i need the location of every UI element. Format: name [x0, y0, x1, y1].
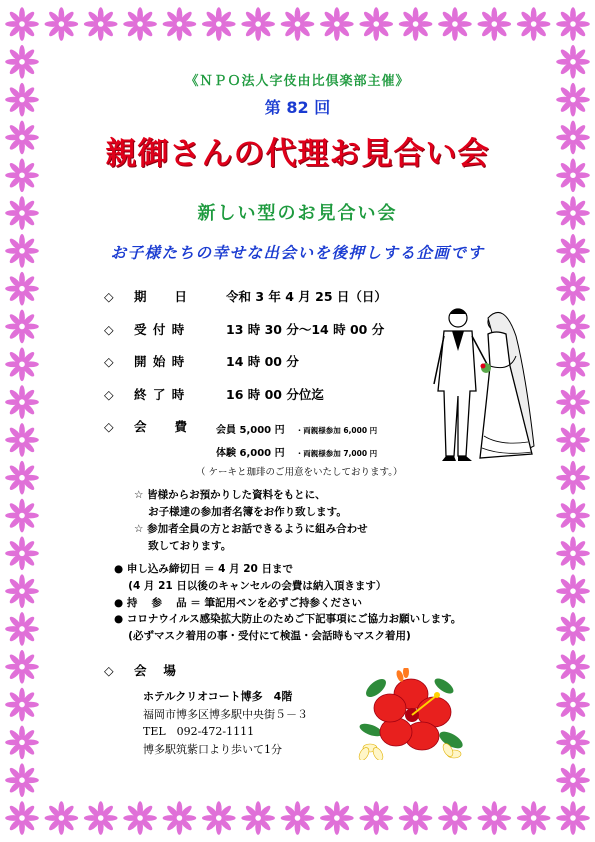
venue-tel: TEL 092-472-1111 [143, 725, 255, 738]
bullet-line: (4 月 21 日以後のキャンセルの会費は納入頂きます） [114, 579, 387, 592]
schedule-label: 開 始 時 [134, 354, 186, 369]
border-flower-icon [84, 7, 118, 41]
border-flower-icon [5, 574, 39, 608]
border-flower-icon [123, 801, 157, 835]
diamond-icon: ◇ [104, 387, 114, 402]
border-flower-icon [556, 574, 590, 608]
border-flower-icon [556, 801, 590, 835]
bullet-line: ● 申し込み締切日 ＝ 4 月 20 日まで [114, 563, 294, 575]
border-flower-icon [202, 7, 236, 41]
border-flower-icon [5, 801, 39, 835]
venue-details [143, 688, 308, 758]
fee-member-amount: 会員 5,000 円 [216, 425, 285, 436]
fee-note: （ ケーキと珈琲のご用意をいたしております。） [196, 467, 403, 478]
border-flower-icon [399, 7, 433, 41]
border-flower-icon [5, 310, 39, 344]
border-flower-icon [438, 801, 472, 835]
bullet-line: ● コロナウイルス感染拡大防止のためご下記事項にご協力お願いします。 [114, 613, 462, 626]
border-flower-icon [320, 801, 354, 835]
border-flower-icon [556, 461, 590, 495]
border-flower-icon [45, 801, 79, 835]
wedding-couple-icon [420, 296, 540, 466]
border-flower-icon [438, 7, 472, 41]
border-flower-icon [5, 763, 39, 797]
border-flower-icon [556, 688, 590, 722]
venue-hotel: ホテルクリオコート博多 4階 [143, 690, 293, 703]
border-flower-icon [5, 612, 39, 646]
diamond-icon: ◇ [104, 419, 114, 434]
schedule-row-date [104, 287, 387, 305]
border-flower-icon [163, 801, 197, 835]
border-flower-icon [477, 801, 511, 835]
border-flower-icon [5, 688, 39, 722]
border-flower-icon [5, 385, 39, 419]
schedule-label: 会 費 [134, 419, 189, 434]
border-flower-icon [5, 461, 39, 495]
edition-number: 第 82 回 [264, 98, 331, 117]
border-flower-icon [84, 801, 118, 835]
sponsor-line: 《ＮＰＯ法人字伎由比倶楽部主催》 [185, 74, 410, 89]
note-line: ☆ 皆様からお預かりした資料をもとに、 [134, 489, 326, 501]
schedule-value: 14 時 00 分 [226, 354, 299, 369]
diamond-icon: ◇ [104, 663, 114, 678]
subtitle: 新しい型のお見合い会 [197, 203, 398, 224]
note-line: お子様達の参加者名簿をお作り致します。 [134, 506, 347, 518]
note-line: 致しております。 [134, 540, 232, 552]
main-title: 親御さんの代理お見合い会 [105, 136, 490, 172]
border-flower-icon [556, 272, 590, 306]
border-flower-icon [5, 499, 39, 533]
venue-access: 博多駅筑紫口より歩いて1分 [143, 742, 282, 756]
border-flower-icon [202, 801, 236, 835]
note-line: ☆ 参加者全員の方とお話できるように組み合わせ [134, 523, 368, 535]
schedule-row-start [104, 352, 299, 370]
border-flower-icon [477, 7, 511, 41]
schedule-label: 終 了 時 [134, 387, 186, 402]
schedule-row-end [104, 385, 324, 403]
border-flower-icon [556, 726, 590, 760]
tagline: お子様たちの幸せな出会いを後押しする企画です [110, 244, 485, 262]
venue-label: 会 場 [134, 663, 176, 678]
fee-member-note: ・両親様参加 6,000 円 [295, 426, 378, 435]
border-flower-icon [556, 612, 590, 646]
border-flower-icon [517, 801, 551, 835]
border-flower-icon [556, 7, 590, 41]
fee-trial-note: ・両親様参加 7,000 円 [295, 449, 378, 458]
border-flower-icon [5, 726, 39, 760]
border-flower-icon [556, 537, 590, 571]
border-flower-icon [556, 763, 590, 797]
bullet-line: ● 持 参 品 ＝ 筆記用ペンを必ずご持参ください [114, 596, 362, 609]
border-flower-icon [163, 7, 197, 41]
diamond-icon: ◇ [104, 354, 114, 369]
border-flower-icon [556, 347, 590, 381]
border-flower-icon [359, 7, 393, 41]
border-flower-icon [5, 7, 39, 41]
notes-block [134, 487, 368, 555]
bullets-block [114, 561, 461, 645]
fee-trial [216, 441, 377, 460]
border-flower-icon [123, 7, 157, 41]
venue-heading [104, 661, 176, 679]
border-flower-icon [556, 385, 590, 419]
schedule-row-fee [104, 417, 226, 435]
border-flower-icon [5, 650, 39, 684]
schedule-value: 16 時 00 分位迄 [226, 387, 324, 402]
border-flower-icon [45, 7, 79, 41]
border-flower-icon [399, 801, 433, 835]
hibiscus-flower-icon [356, 668, 466, 760]
fee-member [216, 418, 377, 437]
diamond-icon: ◇ [104, 289, 114, 304]
border-flower-icon [556, 650, 590, 684]
schedule-row-reception [104, 320, 384, 338]
schedule-value: 13 時 30 分～14 時 00 分 [226, 322, 385, 337]
border-flower-icon [5, 423, 39, 457]
border-flower-icon [241, 7, 275, 41]
border-flower-icon [320, 7, 354, 41]
border-flower-icon [556, 499, 590, 533]
border-flower-icon [517, 7, 551, 41]
venue-address: 福岡市博多区博多駅中央街５－３ [143, 707, 308, 721]
border-flower-icon [281, 801, 315, 835]
diamond-icon: ◇ [104, 322, 114, 337]
border-flower-icon [241, 801, 275, 835]
border-flower-icon [281, 7, 315, 41]
border-flower-icon [359, 801, 393, 835]
schedule-label: 受 付 時 [134, 322, 186, 337]
border-flower-icon [5, 537, 39, 571]
schedule-label: 期 日 [134, 289, 189, 304]
schedule-value: 令和 3 年 4 月 25 日（日） [226, 289, 387, 304]
border-flower-icon [556, 310, 590, 344]
border-flower-icon [5, 347, 39, 381]
bullet-line: (必ずマスク着用の事・受付にて検温・会話時もマスク着用) [114, 630, 411, 643]
border-flower-icon [556, 423, 590, 457]
border-flower-icon [5, 272, 39, 306]
fee-trial-amount: 体験 6,000 円 [216, 448, 285, 459]
